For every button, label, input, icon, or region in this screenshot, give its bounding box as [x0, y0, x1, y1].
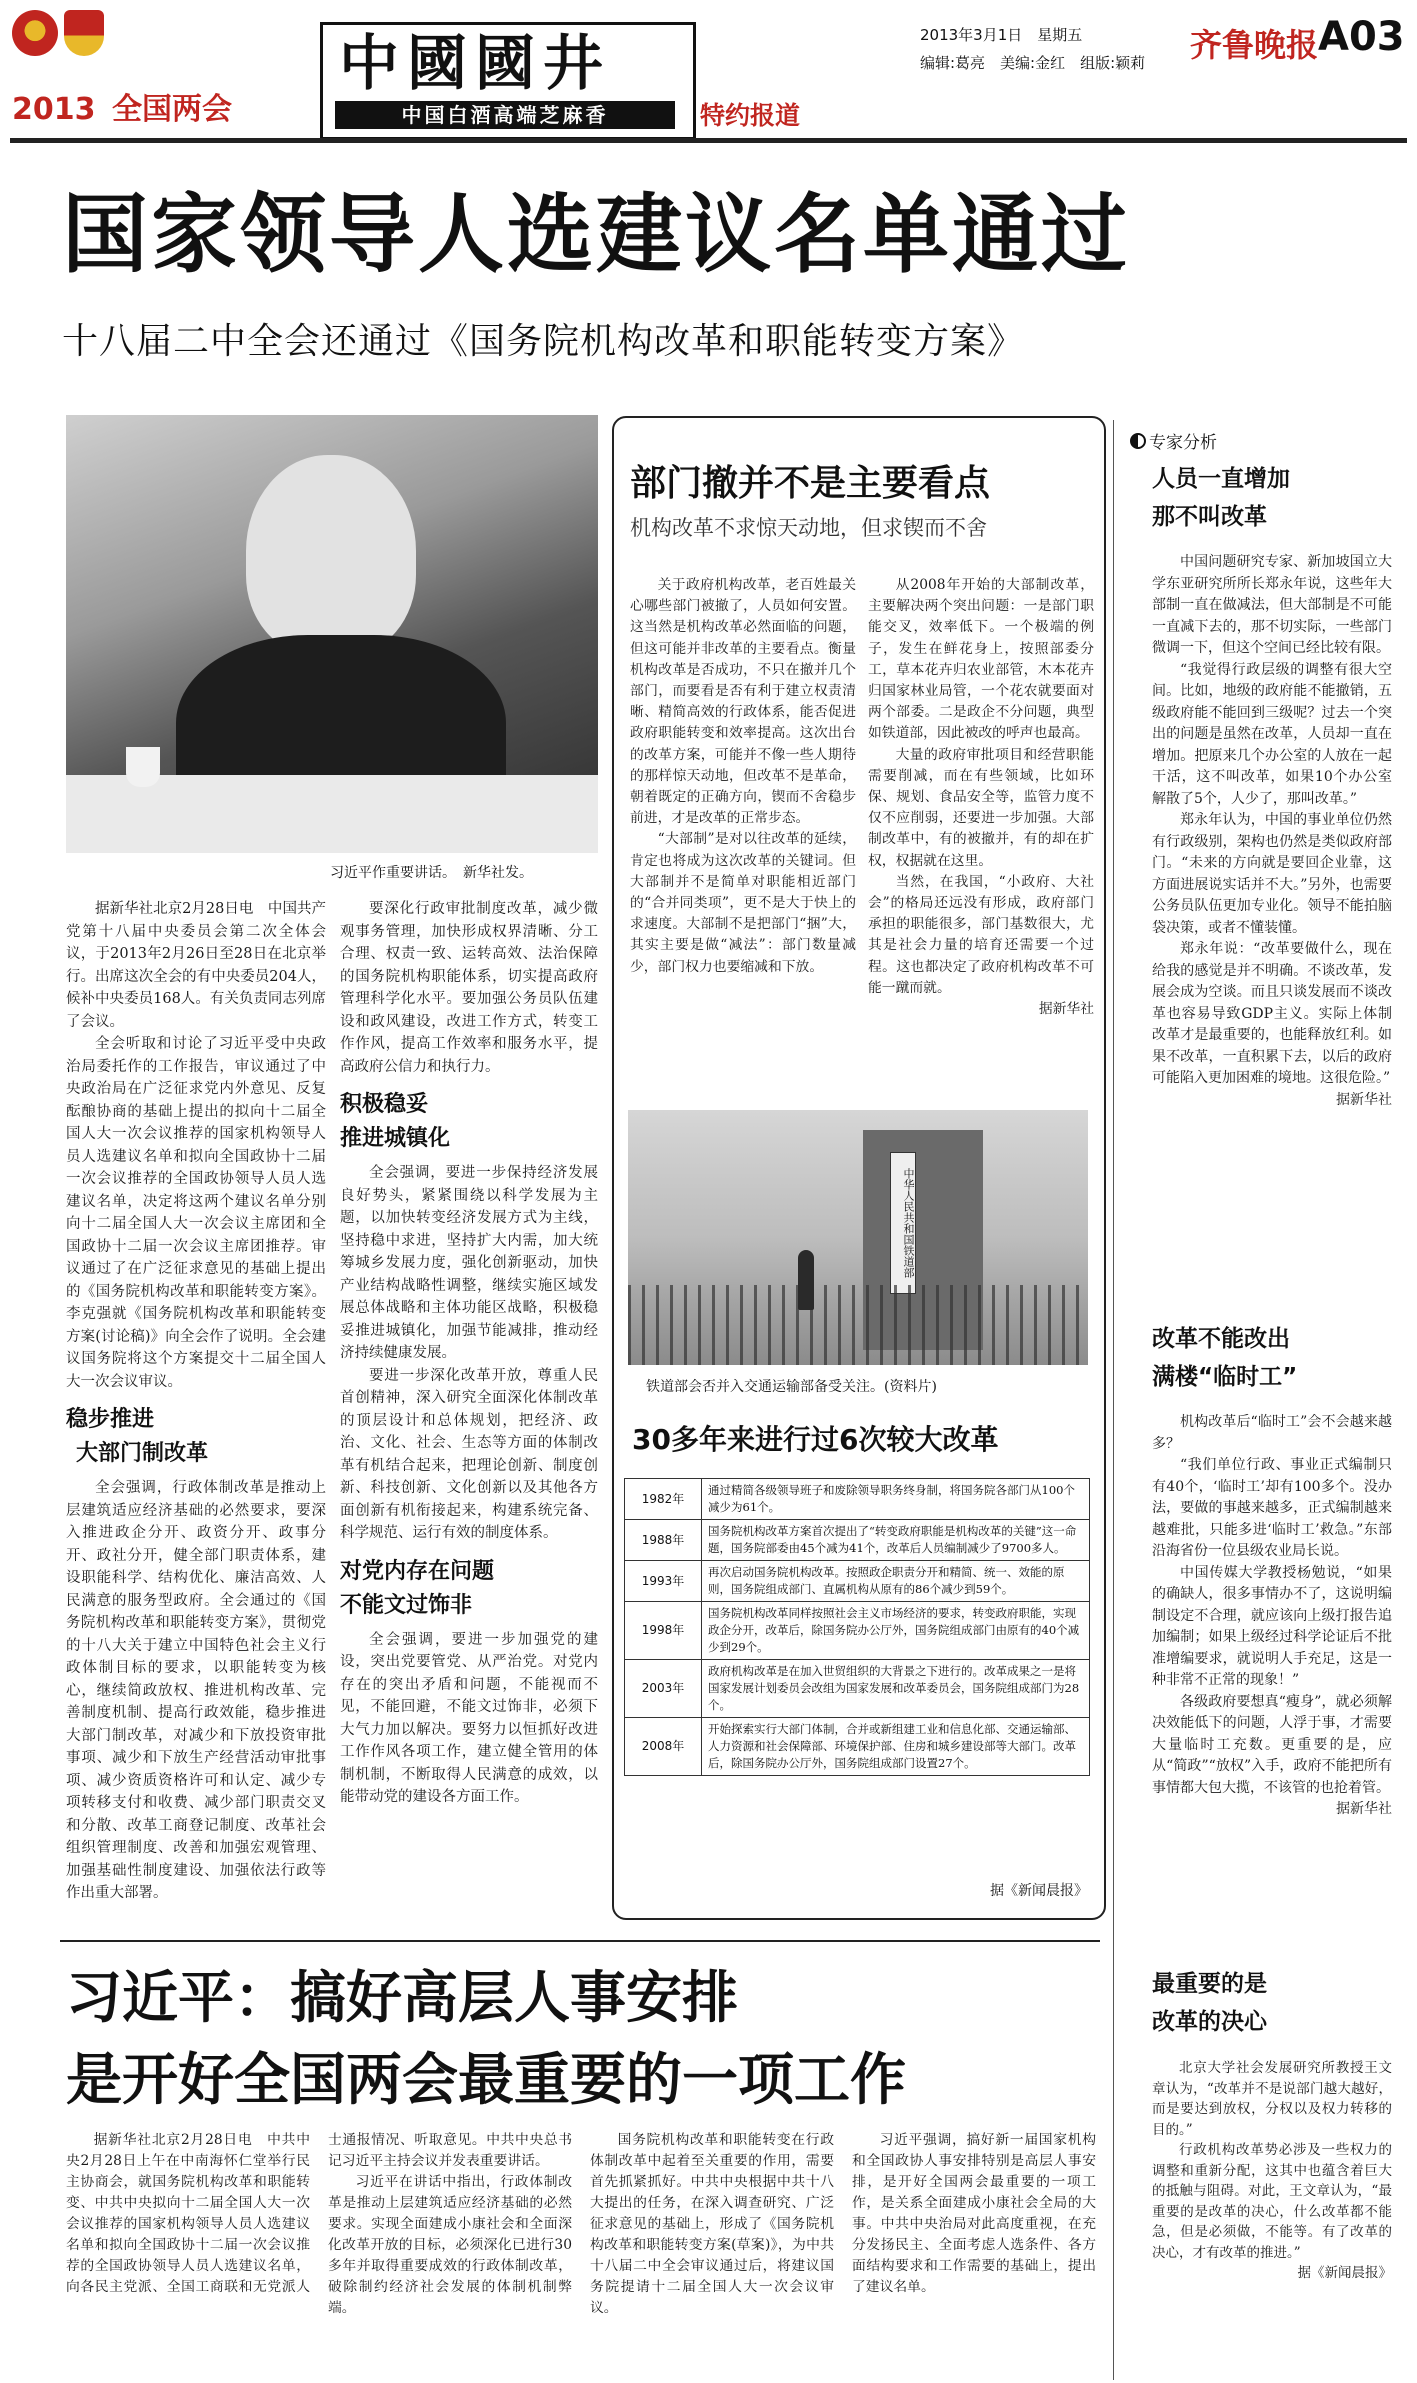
box-col1	[630, 575, 856, 978]
sponsor-logo	[320, 22, 696, 140]
sidebar-s1-title-line1: 人员一直增加	[1152, 466, 1290, 492]
sponsor-brand-slogan: 中国白酒高端芝麻香	[335, 101, 675, 129]
lead-para-7: 全会强调，要进一步加强党的建设，突出党要管党、从严治党。对党内存在的突出矛盾和问题，不能视而不见，不能回避，不能文过饰非，必须下大气力加以解决。要努力以恒抓好改进工作作风各项工作，建立健全管用的体制机制，不断取得人民满意的成效，以能带动党的建设各方面工作。	[340, 1631, 598, 1805]
history-row	[625, 1660, 1090, 1718]
history-table	[624, 1478, 1090, 1776]
lead-subhead-1-line2: 大部门制改革	[76, 1441, 209, 1466]
lead-subhead-3	[340, 1555, 598, 1623]
event-name: 全国两会	[111, 92, 232, 127]
ministry-sign: 中华人民共和国铁道部	[890, 1152, 916, 1294]
guard-figure	[798, 1250, 814, 1310]
teacup-icon	[126, 747, 160, 787]
sidebar-s3-source: 据《新闻晨报》	[1297, 2265, 1392, 2281]
main-subheadline: 十八届二中全会还通过《国务院机构改革和职能转变方案》	[62, 321, 1025, 362]
sidebar-s2-para-2: “我们单位行政、事业正式编制只有40个，‘临时工’却有100多个。没办法，要做的事越来越多，正式编制越来越难批，只能多进‘临时工’救急。”东部沿海省份一位县级农业局长说。	[1152, 1457, 1392, 1559]
box-title: 部门撤并不是主要看点	[630, 463, 991, 504]
bottom-headline-line2: 是开好全国两会最重要的一项工作	[66, 2048, 906, 2113]
bottom-story-rule	[60, 1940, 1100, 1942]
box-left-para-2: “大部制”是对以往改革的延续，肯定也将成为这次改革的关键词。但大部制并不是简单对职能相近部门的“合并同类项”，更不是大于快上的求速度。大部制不是把部门“捆”大，其实主要是做“减法”：部门数量减少，部门权力也要缩减和下放。	[630, 831, 856, 975]
bottom-headline	[66, 1958, 1106, 2122]
paper-name: 齐鲁晚报	[1190, 26, 1319, 64]
railway-photo-caption: 铁道部会否并入交通运输部备受关注。(资料片)	[646, 1379, 937, 1395]
sidebar-s2-para-1: 机构改革后“临时工”会不会越来越多？	[1152, 1414, 1392, 1452]
sidebar-s2-body	[1152, 1412, 1392, 1821]
history-description: 国务院机构改革方案首次提出了“转变政府职能是机构改革的关键”这一命题，国务院部委由45个减为41个，改革后人员编制减少了9700多人。	[702, 1520, 1090, 1561]
lead-para-5: 全会强调，要进一步保持经济发展良好势头，紧紧围绕以科学发展为主题，以加快转变经济发展方式为主线，坚持稳中求进，坚持扩大内需，加大统筹城乡发展力度，强化创新驱动，加快产业结构战略性调整，继续实施区域发展总体战略和主体功能区战略，积极稳妥推进城镇化，加强节能减排，推动经济持续健康发展。	[340, 1165, 598, 1361]
sidebar-s2-title-line1: 改革不能改出	[1152, 1326, 1290, 1352]
expert-tag-icon	[1130, 433, 1146, 449]
lead-subhead-2	[340, 1088, 598, 1156]
masthead-rule	[10, 138, 1407, 143]
sidebar-s1-title	[1152, 460, 1290, 536]
history-row	[625, 1561, 1090, 1602]
sidebar-s3-body	[1152, 2058, 1392, 2284]
sidebar-s1-source: 据新华社	[1336, 1091, 1392, 1108]
bottom-para-3: 国务院机构改革和职能转变在行政体制改革中起着至关重要的作用，需要首先抓紧抓好。中共中央根据中共十八大提出的任务，在深入调查研究、广泛征求意见的基础上，形成了《国务院机构改革和职能转变方案(草案)》，为中共十八届二中全会审议通过后，将建议国务院提请十二届全国人大一次会议审议。	[590, 2132, 834, 2316]
sidebar-s2-para-4: 各级政府要想真“瘦身”，就必须解决效能低下的问题，人浮于事，才需要大量临时工充数。更重要的是，应从“简政”“放权”入手，政府不能把所有事情都大包大揽，不该管的也抢着管。	[1152, 1693, 1392, 1796]
sidebar-s1-para-2: “我觉得行政层级的调整有很大空间。比如，地级的政府能不能撤销，五级政府能不能回到三级呢？过去一个突出的问题是虽然在改革，人员却一直在增加。把原来几个办公室的人放在一起干活，这不叫改革，如果10个办公室解散了5个，人少了，那叫改革。”	[1152, 661, 1392, 807]
sidebar-s2-para-3: 中国传媒大学教授杨勉说，“如果的确缺人，很多事情办不了，这说明编制设定不合理，就应该向上级打报告追加编制；如果上级经过科学论证后不批准增编要求，就说明人手充足，这是一种非常不正常的现象！”	[1152, 1564, 1392, 1688]
history-source: 据《新闻晨报》	[990, 1883, 1088, 1899]
lead-subhead-3-line1: 对党内存在问题	[340, 1558, 495, 1584]
history-description: 开始探索实行大部门体制，合并或新组建工业和信息化部、交通运输部、人力资源和社会保障部、环境保护部、住房和城乡建设部等大部门。改革后，除国务院办公厅外，国务院组成部门设置27个。	[702, 1718, 1090, 1776]
sidebar-s3-title-line2: 改革的决心	[1152, 2009, 1267, 2035]
lead-para-3: 全会强调，行政体制改革是推动上层建筑适应经济基础的必然要求，要深入推进政企分开、政资分开、政事分开、政社分开，健全部门职责体系，建设职能科学、结构优化、廉洁高效、人民满意的服务型政府。全会通过的《国务院机构改革和职能转变方案》，贯彻党的十八大关于建立中国特色社会主义行政体制目标的要求，以职能转变为核心，继续简政放权、推进机构改革、完善制度机制、提高行政效能，稳步推进大部门制改革，对减少和下放投资审批事项、减少和下放生产经营活动审批事项、减少资质资格许可和认定、减少专项转移支付和收费、减少部门职责交叉和分散、改革工商登记制度、改革社会组织管理制度、改善和加强宏观管理、加强基础性制度建设、加强依法行政等作出重大部署。	[66, 1480, 326, 1901]
sponsor-brand-title: 中國國井	[339, 29, 611, 99]
box-col2	[868, 575, 1094, 1020]
box-left-para-1: 关于政府机构改革，老百姓最关心哪些部门被撤了，人员如何安置。这当然是机构改革必然面临的问题，但这可能并非改革的主要看点。衡量机构改革是否成功，不只在撤并几个部门，而要看是否有利于建立权责清晰、精简高效的行政体系，能否促进政府职能转变和效率提高。这次出台的改革方案，可能并不像一些人期待的那样惊天动地，但改革不是革命，朝着既定的正确方向，锲而不舍稳步前进，才是改革的正常步态。	[630, 577, 856, 827]
history-year: 2003年	[625, 1660, 702, 1718]
page-number: A03	[1318, 14, 1405, 60]
history-row	[625, 1718, 1090, 1776]
lead-subhead-3-line2: 不能文过饰非	[340, 1592, 473, 1618]
lead-para-2: 全会听取和讨论了习近平受中央政治局委托作的工作报告，审议通过了中央政治局在广泛征求党内外意见、反复酝酿协商的基础上提出的拟向十二届全国人大一次会议推荐的国家机构领导人员人选建议名单和拟向全国政协十二届一次会议推荐的全国政协领导人员人选建议名单，决定将这两个建议名单分别向十二届全国人大一次会议主席团和全国政协十二届一次会议主席团推荐。审议通过了在广泛征求意见的基础上提出的《国务院机构改革和职能转变方案》。李克强就《国务院机构改革和职能转变方案(讨论稿)》向全会作了说明。全会建议国务院将这个方案提交十二届全国人大一次会议审议。	[66, 1036, 326, 1390]
issue-date: 2013年3月1日 星期五	[920, 26, 1083, 44]
history-year: 1993年	[625, 1561, 702, 1602]
main-headline: 国家领导人选建议名单通过	[62, 185, 1130, 285]
main-photo-caption: 习近平作重要讲话。 新华社发。	[330, 865, 533, 881]
sidebar-s2-title	[1152, 1320, 1297, 1396]
box-right-para-2: 大量的政府审批项目和经营职能需要削减，而在有些领域，比如环保、规划、食品安全等，监管力度不仅不应削弱，还要进一步加强。大部制改革中，有的被撤并，有的却在扩权，权据就在这里。	[868, 746, 1094, 869]
history-year: 1982年	[625, 1479, 702, 1520]
box-source: 据新华社	[1038, 1001, 1094, 1018]
sidebar-s3-para-2: 行政机构改革势必涉及一些权力的调整和重新分配，这其中也蕴含着巨大的抵触与阻碍。对此，王文章认为，“最重要的是改革的决心，什么改革都不能急，但是必须做，不能等。有了改革的决心，才有改革的推进。”	[1152, 2142, 1392, 2261]
sidebar-tag-label: 专家分析	[1149, 433, 1217, 453]
staff-credits: 编辑:葛亮 美编:金红 组版:颖莉	[920, 54, 1146, 72]
lead-subhead-1	[66, 1403, 326, 1471]
special-report-label: 特约报道	[700, 101, 801, 130]
history-year: 1998年	[625, 1602, 702, 1660]
sidebar-s1-para-1: 中国问题研究专家、新加坡国立大学东亚研究所所长郑永年说，这些年大部制一直在做减法，但大部制是不可能一直减下去的，那不切实际，一些部门微调一下，但这个空间已经比较有限。	[1152, 554, 1392, 656]
sidebar-s1-para-3: 郑永年认为，中国的事业单位仍然有行政级别，架构也仍然是类似政府部门。“未来的方向就是要回企业靠，这方面进展说实话并不大。”另外，也需要公务员队伍更加专业化。领导不能拍脑袋决策，或者不懂装懂。	[1152, 812, 1392, 936]
bottom-para-4: 习近平强调，搞好新一届国家机构和全国政协人事安排特别是高层人事安排，是开好全国两会最重要的一项工作，是关系全面建成小康社会全局的大事。中共中央治局对此高度重视，在充分发扬民主、全面考虑人选条件、各方面结构要求和工作需要的基础上，提出了建议名单。	[852, 2132, 1096, 2295]
sidebar-tag	[1130, 428, 1217, 453]
sidebar-s1-para-4: 郑永年说：“改革要做什么，现在给我的感觉是并不明确。不谈改革，发展会成为空谈。而且只谈发展而不谈改革也容易导致GDP主义。实际上体制改革才是最重要的，也能释放红利。如果不改革，一直积累下去，以后的政府可能陷入更加困难的境地。这很危险。”	[1152, 941, 1392, 1086]
history-row	[625, 1479, 1090, 1520]
lead-subhead-2-line1: 积极稳妥	[340, 1092, 429, 1117]
lead-para-4: 要深化行政审批制度改革，减少微观事务管理，加快形成权界清晰、分工合理、权责一致、运转高效、法治保障的国务院机构职能体系，切实提高政府管理科学化水平。要加强公务员队伍建设和政风建设，改进工作方式，转变工作作风，提高工作效率和服务水平，提高政府公信力和执行力。	[340, 901, 598, 1075]
history-row	[625, 1520, 1090, 1561]
gate-fence	[628, 1285, 1088, 1365]
history-year: 2008年	[625, 1718, 702, 1776]
bottom-para-1: 据新华社北京2月28日电 中共中央2月28日上午在中南海怀仁堂举行民主协商会，就国务院机构改革和职能转变、中共中央拟向十二届全国人大一次会议推荐的国家机构领导人员人选建议名单和拟向全国政协十二届一次会议推荐的全国政协领导人员人选建议名单，向各民主党派、全国工商联和无党派人士通报情况、听取意见。中共中央总书记习近平主持会议并发表重要讲话。	[66, 2132, 572, 2295]
history-year: 1988年	[625, 1520, 702, 1561]
sidebar-s1-title-line2: 那不叫改革	[1152, 504, 1267, 530]
national-emblem-icon	[12, 10, 58, 56]
sidebar-s2-title-line2: 满楼“临时工”	[1152, 1364, 1298, 1390]
box-right-para-1: 从2008年开始的大部制改革，主要解决两个突出问题：一是部门职能交叉，效率低下。一个极端的例子，发生在鲜花身上，按照部委分工，草本花卉归农业部管，木本花卉归国家林业局管，一个花农就要面对两个部委。二是政企不分问题，典型如铁道部，因此被改的呼声也最高。	[868, 577, 1094, 742]
lead-para-6: 要进一步深化改革开放，尊重人民首创精神，深入研究全面深化体制改革的顶层设计和总体规划，把经济、政治、文化、社会、生态等方面的体制改革有机结合起来，把理论创新、制度创新、科技创新、文化创新以及其他各方面创新有机衔接起来，构建系统完备、科学规范、运行有效的制度体系。	[340, 1367, 598, 1541]
sidebar-s2-source: 据新华社	[1336, 1801, 1392, 1817]
history-description: 再次启动国务院机构改革。按照政企职责分开和精简、统一、效能的原则，国务院组成部门、直属机构从原有的86个减少到59个。	[702, 1561, 1090, 1602]
history-description: 通过精简各级领导班子和废除领导职务终身制，将国务院各部门从100个减少为61个。	[702, 1479, 1090, 1520]
bottom-headline-line1: 习近平：搞好高层人事安排	[66, 1966, 738, 2031]
event-year: 2013	[12, 92, 96, 127]
sidebar-s3-title	[1152, 1965, 1267, 2041]
bottom-story-body	[66, 2130, 1096, 2370]
history-row	[625, 1602, 1090, 1660]
lead-article-col2	[340, 898, 598, 1809]
history-title: 30多年来进行过6次较大改革	[632, 1423, 999, 1456]
history-description: 国务院机构改革同样按照社会主义市场经济的要求，转变政府职能，实现政企分开，改革后，除国务院办公厅外，国务院组成部门由原有的40个减少到29个。	[702, 1602, 1090, 1660]
bottom-para-2: 习近平在讲话中指出，行政体制改革是推动上层建筑适应经济基础的必然要求。实现全面建成小康社会和全面深化改革开放的目标，必须深化已进行30多年并取得重要成效的行政体制改革，破除制约经济社会发展的体制机制弊端。	[328, 2174, 572, 2316]
main-photo	[66, 415, 598, 853]
lead-para-1: 据新华社北京2月28日电 中国共产党第十八届中央委员会第二次全体会议，于2013年2月26日至28日在北京举行。出席这次全会的有中央委员204人，候补中央委员168人。有关负责同志列席了会议。	[66, 901, 326, 1030]
box-subtitle: 机构改革不求惊天动地，但求锲而不舍	[630, 516, 987, 540]
lead-subhead-2-line2: 推进城镇化	[340, 1126, 451, 1151]
sidebar-divider	[1113, 420, 1114, 2380]
lead-article-col1	[66, 898, 326, 1905]
lead-subhead-1-line1: 稳步推进	[66, 1407, 155, 1432]
box-right-para-3: 当然，在我国，“小政府、大社会”的格局还远没有形成，政府部门承担的职能很多，部门基数很大，尤其是社会力量的培育还需要一个过程。这也都决定了政府机构改革不可能一蹴而就。	[868, 873, 1094, 996]
sidebar-s3-para-1: 北京大学社会发展研究所教授王文章认为，“改革并不是说部门越大越好，而是要达到放权，分权以及权力转移的目的。”	[1152, 2060, 1392, 2138]
history-description: 政府机构改革是在加入世贸组织的大背景之下进行的。改革成果之一是将国家发展计划委员会改组为国家发展和改革委员会，国务院组成部门为28个。	[702, 1660, 1090, 1718]
speaker-figure	[246, 455, 416, 655]
sidebar-s1-body	[1152, 552, 1392, 1111]
cppcc-emblem-icon	[64, 10, 104, 56]
sidebar-s3-title-line1: 最重要的是	[1152, 1971, 1267, 1997]
event-label	[12, 84, 232, 128]
railway-ministry-photo	[628, 1110, 1088, 1365]
